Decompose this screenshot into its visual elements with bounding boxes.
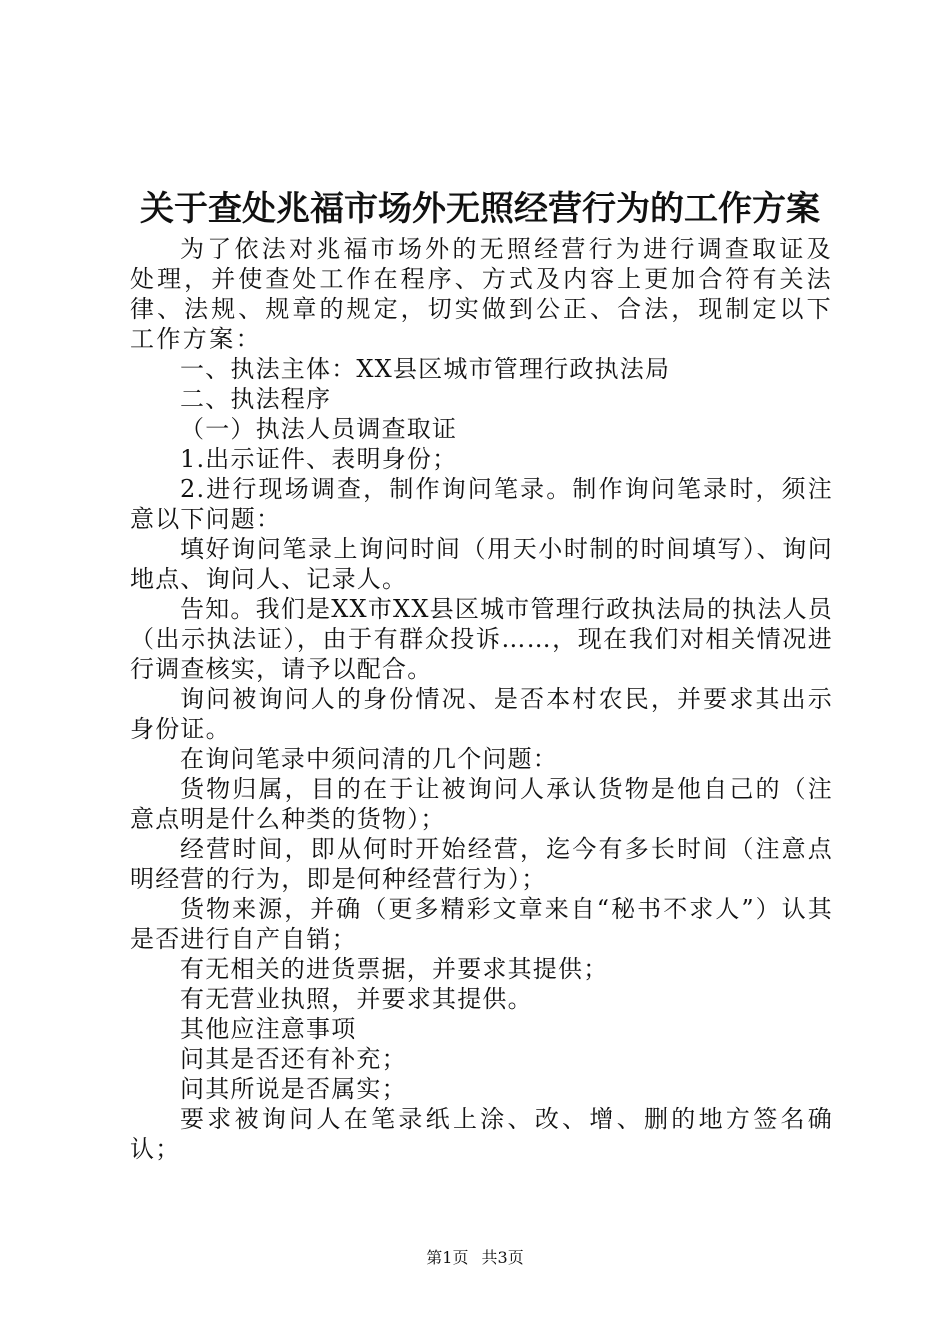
paragraph: 经营时间，即从何时开始经营，迄今有多长时间（注意点明经营的行为，即是何种经营行为）； <box>130 835 833 893</box>
document-body <box>130 234 833 1164</box>
document-title: 关于查处兆福市场外无照经营行为的工作方案 <box>140 189 820 229</box>
page-footer <box>0 1248 950 1268</box>
page-number: 第1页 <box>426 1248 469 1267</box>
paragraph: （一）执法人员调查取证 <box>180 415 458 443</box>
paragraph: 为了依法对兆福市场外的无照经营行为进行调查取证及处理，并使查处工作在程序、方式及内容上更加合符有关法律、法规、规章的规定，切实做到公正、合法，现制定以下工作方案： <box>130 235 833 353</box>
paragraph: 2.进行现场调查，制作询问笔录。制作询问笔录时，须注意以下问题： <box>130 475 833 533</box>
paragraph: 1.出示证件、表明身份； <box>180 445 458 473</box>
paragraph: 货物归属，目的在于让被询问人承认货物是他自己的（注意点明是什么种类的货物）； <box>130 775 833 833</box>
paragraph: 货物来源，并确（更多精彩文章来自“秘书不求人”）认其是否进行自产自销； <box>130 895 833 953</box>
paragraph: 在询问笔录中须问清的几个问题： <box>180 745 558 773</box>
paragraph: 要求被询问人在笔录纸上涂、改、增、删的地方签名确认； <box>130 1105 833 1163</box>
paragraph: 其他应注意事项 <box>180 1015 357 1043</box>
paragraph: 一、执法主体：XX县区城市管理行政执法局 <box>180 355 671 383</box>
paragraph: 问其所说是否属实； <box>180 1075 407 1103</box>
paragraph: 填好询问笔录上询问时间（用天小时制的时间填写）、询问地点、询问人、记录人。 <box>130 535 833 593</box>
paragraph: 告知。我们是XX市XX县区城市管理行政执法局的执法人员（出示执法证），由于有群众投诉……，现在我们对相关情况进行调查核实，请予以配合。 <box>130 595 833 683</box>
paragraph: 问其是否还有补充； <box>180 1045 407 1073</box>
paragraph: 有无相关的进货票据，并要求其提供； <box>180 955 609 983</box>
page-total: 共3页 <box>481 1248 524 1267</box>
paragraph: 二、执法程序 <box>180 385 332 413</box>
paragraph: 询问被询问人的身份情况、是否本村农民，并要求其出示身份证。 <box>130 685 833 743</box>
paragraph: 有无营业执照，并要求其提供。 <box>180 985 533 1013</box>
